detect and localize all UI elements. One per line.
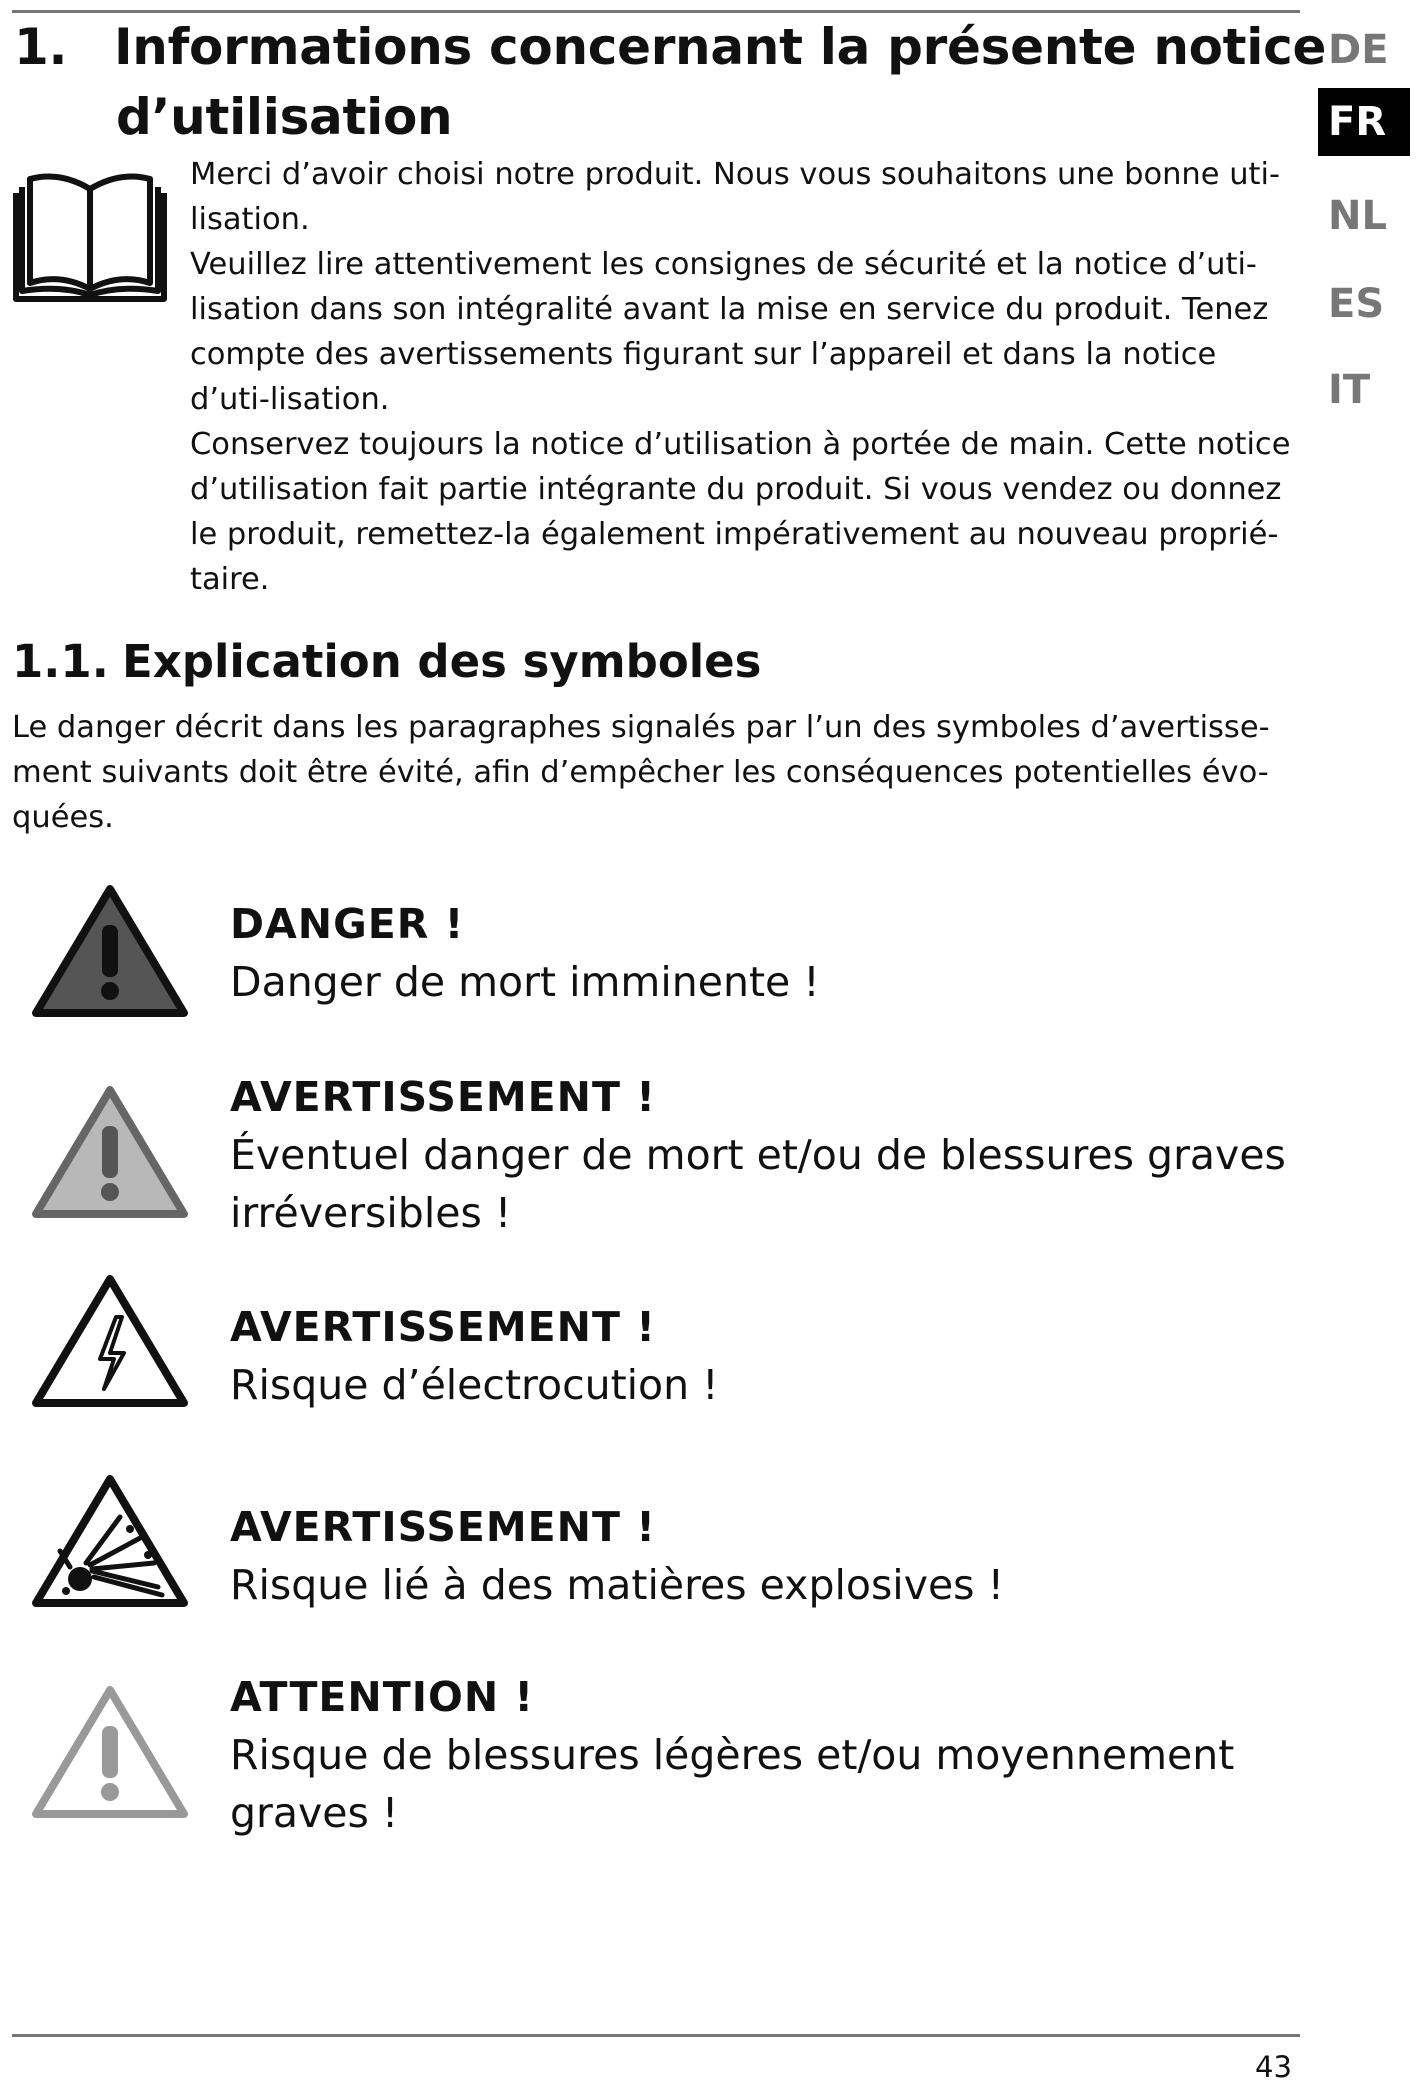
page-number: 43	[1255, 2050, 1292, 2084]
symbol-label: DANGER !	[230, 900, 465, 948]
section-intro: Le danger décrit dans les paragraphes signalés par l’un des symboles d’avertisse-ment suivants doit être évité, afin d’empêcher les conséquences potentielles évo-quées.	[12, 710, 1270, 835]
section-title: Explication des symboles	[122, 635, 762, 688]
symbol-description: Danger de mort imminente !	[230, 958, 820, 1006]
page-title	[14, 12, 1326, 152]
intro-paragraph: Veuillez lire attentivement les consignes de sécurité et la notice d’uti-lisation dans son intégralité avant la mise en service du produit. Tenez compte des avertissements figurant sur l’appareil et dans la notice d’uti-lisation.	[190, 247, 1269, 417]
read-manual-icon	[10, 165, 170, 305]
symbol-label: AVERTISSEMENT !	[230, 1073, 656, 1121]
symbol-label: AVERTISSEMENT !	[230, 1303, 656, 1351]
explosive-icon	[30, 1471, 190, 1611]
symbol-label: ATTENTION !	[230, 1673, 535, 1721]
language-tab-it[interactable]: IT	[1328, 367, 1371, 413]
symbol-description: Risque de blessures légères et/ou moyennement graves !	[230, 1731, 1235, 1837]
title-line-2: d’utilisation	[116, 88, 453, 146]
warning-triangle-grey-icon	[30, 1082, 190, 1222]
symbol-description: Risque lié à des matières explosives !	[230, 1561, 1005, 1609]
language-tab-nl[interactable]: NL	[1328, 193, 1387, 239]
section-number: 1.1.	[12, 635, 109, 688]
section-heading	[12, 630, 761, 694]
title-number: 1.	[14, 18, 68, 76]
symbol-description: Risque d’électrocution !	[230, 1361, 719, 1409]
language-tab-fr[interactable]: FR	[1318, 88, 1410, 156]
intro-paragraph: Merci d’avoir choisi notre produit. Nous vous souhaitons une bonne uti-lisation.	[190, 157, 1280, 237]
bottom-divider	[12, 2034, 1300, 2037]
symbol-description: Éventuel danger de mort et/ou de blessures graves irréversibles !	[230, 1131, 1286, 1237]
language-tab-de[interactable]: DE	[1328, 27, 1389, 73]
intro-text	[190, 152, 1300, 602]
symbol-label: AVERTISSEMENT !	[230, 1503, 656, 1551]
warning-triangle-light-icon	[30, 1682, 190, 1822]
electric-shock-icon	[30, 1271, 190, 1411]
intro-paragraph: Conservez toujours la notice d’utilisation à portée de main. Cette notice d’utilisation fait partie intégrante du produit. Si vous vendez ou donnez le produit, remettez-la également impérativement au nouveau proprié-taire.	[190, 427, 1291, 597]
title-line-1: Informations concernant la présente notice	[114, 18, 1327, 76]
warning-triangle-dark-icon	[30, 881, 190, 1021]
language-tab-es[interactable]: ES	[1328, 281, 1385, 327]
